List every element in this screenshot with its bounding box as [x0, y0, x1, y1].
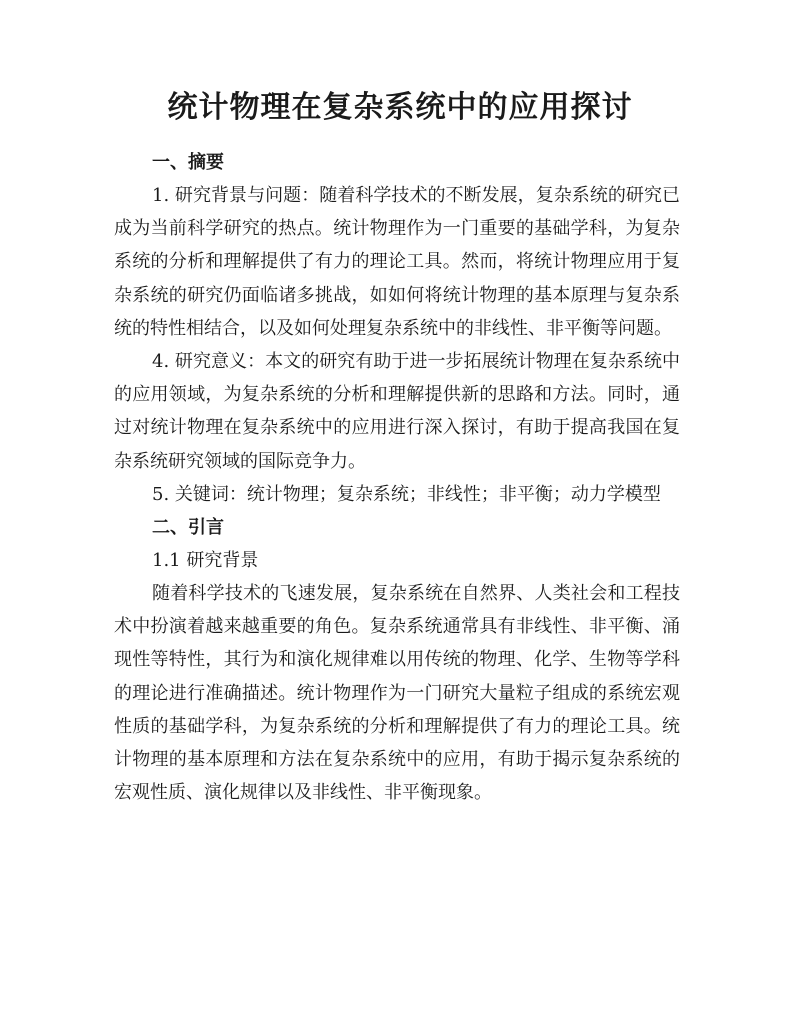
abstract-paragraph-keywords: 5. 关键词：统计物理；复杂系统；非线性；非平衡；动力学模型	[152, 483, 661, 505]
document-body	[114, 146, 680, 809]
introduction-subheading: 1.1 研究背景	[152, 550, 259, 572]
abstract-paragraph-background: 1. 研究背景与问题：随着科学技术的不断发展，复杂系统的研究已成为当前科学研究的热点。统计物理作为一门重要的基础学科，为复杂系统的分析和理解提供了有力的理论工具。然而，将统计物理应用于复杂系统的研究仍面临诸多挑战，如如何将统计物理的基本原理与复杂系统的特性相结合，以及如何处理复杂系统中的非线性、非平衡等问题。	[114, 185, 680, 339]
abstract-paragraph-significance: 4. 研究意义：本文的研究有助于进一步拓展统计物理在复杂系统中的应用领域，为复杂系统的分析和理解提供新的思路和方法。同时，通过对统计物理在复杂系统中的应用进行深入探讨，有助于提高我国在复杂系统研究领域的国际竞争力。	[114, 351, 680, 472]
abstract-heading: 一、摘要	[152, 152, 224, 173]
introduction-paragraph: 随着科学技术的飞速发展，复杂系统在自然界、人类社会和工程技术中扮演着越来越重要的角色。复杂系统通常具有非线性、非平衡、涌现性等特性，其行为和演化规律难以用传统的物理、化学、生物等学科的理论进行准确描述。统计物理作为一门研究大量粒子组成的系统宏观性质的基础学科，为复杂系统的分析和理解提供了有力的理论工具。统计物理的基本原理和方法在复杂系统中的应用，有助于揭示复杂系统的宏观性质、演化规律以及非线性、非平衡现象。	[114, 583, 680, 804]
introduction-heading: 二、引言	[152, 517, 224, 539]
document-title: 统计物理在复杂系统中的应用探讨	[167, 90, 633, 125]
